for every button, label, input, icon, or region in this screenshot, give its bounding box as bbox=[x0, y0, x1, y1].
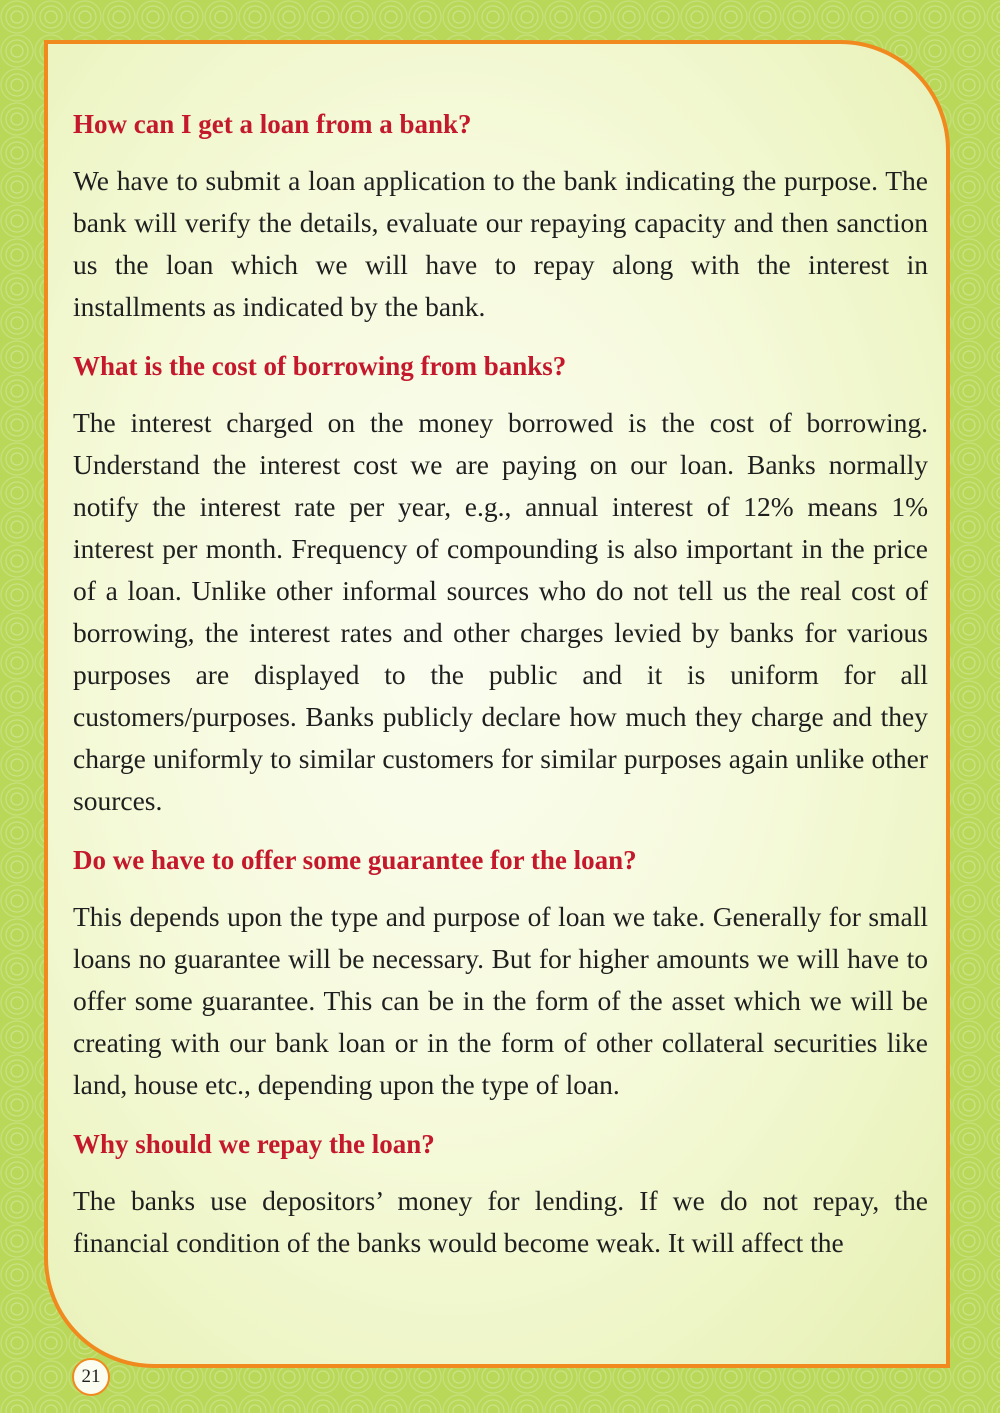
section-heading: Why should we repay the loan? bbox=[73, 1129, 435, 1159]
section-body: We have to submit a loan application to the bank indicating the purpose. The bank will verify the details, evaluate our repaying capacity and then sanction us the loan which we will have to repay along with the interest in installments as indicated by the bank. bbox=[73, 165, 928, 322]
section-repay-loan bbox=[73, 1124, 928, 1264]
section-guarantee bbox=[73, 840, 928, 1106]
section-cost-of-borrowing bbox=[73, 346, 928, 822]
section-heading: What is the cost of borrowing from banks? bbox=[73, 351, 567, 381]
section-heading: How can I get a loan from a bank? bbox=[73, 109, 472, 139]
page-content bbox=[73, 104, 928, 1282]
section-body: This depends upon the type and purpose of loan we take. Generally for small loans no guarantee will be necessary. But for higher amounts we will have to offer some guarantee. This can be in the form of the asset which we will be creating with our bank loan or in the form of other collateral securities like land, house etc., depending upon the type of loan. bbox=[73, 901, 928, 1100]
section-heading: Do we have to offer some guarantee for the loan? bbox=[73, 845, 637, 875]
section-body: The banks use depositors’ money for lending. If we do not repay, the financial condition of the banks would become weak. It will affect the bbox=[73, 1185, 928, 1258]
page-number: 21 bbox=[72, 1358, 110, 1396]
section-get-loan bbox=[73, 104, 928, 328]
section-body: The interest charged on the money borrowed is the cost of borrowing. Understand the interest cost we are paying on our loan. Banks normally notify the interest rate per year, e.g., annual interest of 12% means 1% interest per month. Frequency of compounding is also important in the price of a loan. Unlike other informal sources who do not tell us the real cost of borrowing, the interest rates and other charges levied by banks for various purposes are displayed to the public and it is uniform for all customers/purposes. Banks publicly declare how much they charge and they charge uniformly to similar customers for similar purposes again unlike other sources. bbox=[73, 407, 928, 816]
